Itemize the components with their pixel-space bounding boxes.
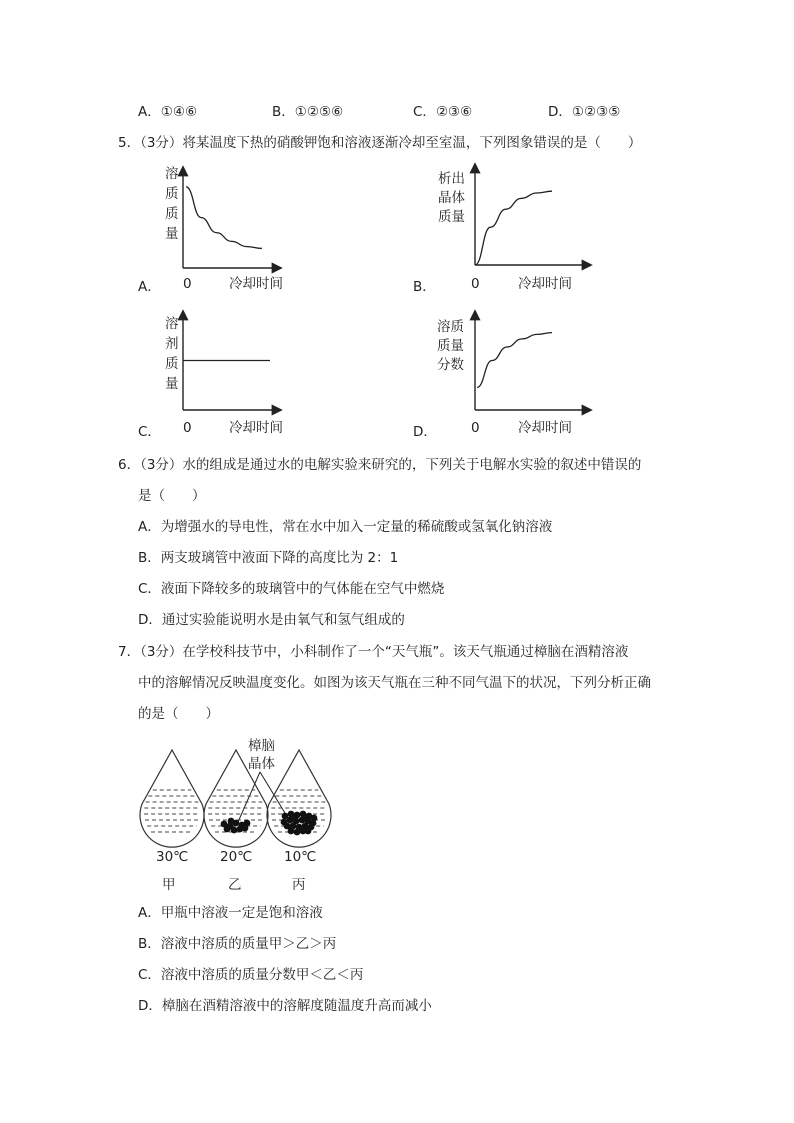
q7-stem-line1: 7．（3分）在学校科技节中，小科制作了一个“天气瓶”。该天气瓶通过樟脑在酒精溶液 [118, 644, 629, 660]
q5-label-c: C． [138, 424, 161, 440]
y-label: 溶 [165, 316, 179, 332]
crystal-dot [294, 829, 301, 836]
q4-option-a: A．①④⑥ [138, 104, 198, 120]
bottle-name: 甲 [162, 877, 176, 893]
q6-stem-line1: 6．（3分）水的组成是通过水的电解实验来研究的，下列关于电解水实验的叙述中错误的 [118, 457, 642, 473]
y-label: 析出 [438, 171, 465, 187]
q6-option-a: A．为增强水的导电性，常在水中加入一定量的稀硫酸或氢氧化钠溶液 [138, 519, 553, 535]
q5-label-a: A． [138, 279, 161, 295]
q7-option-b: B．溶液中溶质的质量甲＞乙＞丙 [138, 936, 337, 952]
q7-option-a: A．甲瓶中溶液一定是饱和溶液 [138, 905, 323, 921]
q5-stem: 5．（3分）将某温度下热的硝酸钾饱和溶液逐渐冷却至室温，下列图象错误的是（ ） [118, 135, 642, 151]
q4-option-c: C．②③⑥ [413, 104, 473, 120]
y-label: 质 [165, 356, 179, 372]
q6-option-b: B．两支玻璃管中液面下降的高度比为 2：1 [138, 550, 399, 566]
bottle-name: 乙 [228, 877, 242, 893]
origin-label: 0 [471, 420, 480, 436]
crystal-dot [242, 825, 249, 832]
x-label: 冷却时间 [518, 420, 572, 436]
q7-option-d: D．樟脑在酒精溶液中的溶解度随温度升高而减小 [138, 998, 432, 1014]
y-label: 质 [165, 186, 179, 202]
crystal-label: 晶体 [248, 756, 275, 772]
y-label: 质量 [438, 209, 465, 225]
y-label: 分数 [437, 357, 464, 373]
origin-label: 0 [471, 276, 480, 292]
crystal-dot [305, 828, 312, 835]
crystal-dot [303, 816, 310, 823]
origin-label: 0 [183, 420, 192, 436]
q6-option-d: D．通过实验能说明水是由氧气和氢气组成的 [138, 612, 405, 628]
q5-label-b: B． [413, 279, 436, 295]
y-label: 剂 [165, 336, 179, 352]
x-label: 冷却时间 [229, 420, 283, 436]
q4-option-d: D．①②③⑤ [548, 104, 621, 120]
q7-stem-line3: 的是（ ） [138, 706, 219, 722]
bottle-jia [140, 750, 204, 847]
q6-option-c: C．液面下降较多的玻璃管中的气体能在空气中燃烧 [138, 581, 445, 597]
q5-label-d: D． [413, 424, 437, 440]
y-label: 量 [165, 376, 179, 392]
crystal-dot [292, 816, 299, 823]
y-label: 晶体 [438, 190, 465, 206]
y-label: 量 [165, 226, 179, 242]
bottle-temp: 20℃ [220, 849, 253, 865]
crystal-dot [228, 818, 235, 825]
crystal-dot [231, 827, 238, 834]
x-label: 冷却时间 [518, 276, 572, 292]
y-label: 溶质 [437, 319, 464, 335]
q4-option-b: B．①②⑤⑥ [272, 104, 344, 120]
x-label: 冷却时间 [229, 276, 283, 292]
bottle-name: 丙 [292, 877, 306, 893]
y-label: 溶 [165, 166, 179, 182]
q7-option-c: C．溶液中溶质的质量分数甲＜乙＜丙 [138, 967, 364, 983]
bottle-temp: 10℃ [284, 849, 317, 865]
y-label: 质 [165, 206, 179, 222]
bottle-outline [140, 750, 204, 847]
crystal-pointer [238, 772, 260, 822]
origin-label: 0 [183, 276, 192, 292]
q7-stem-line2: 中的溶解情况反映温度变化。如图为该天气瓶在三种不同气温下的状况，下列分析正确 [138, 675, 651, 691]
q6-stem-line2: 是（ ） [138, 488, 206, 504]
crystal-label: 樟脑 [248, 738, 275, 754]
crystal-dot [288, 828, 295, 835]
crystal-dot [224, 826, 231, 833]
bottle-temp: 30℃ [156, 849, 189, 865]
y-label: 质量 [437, 338, 464, 354]
